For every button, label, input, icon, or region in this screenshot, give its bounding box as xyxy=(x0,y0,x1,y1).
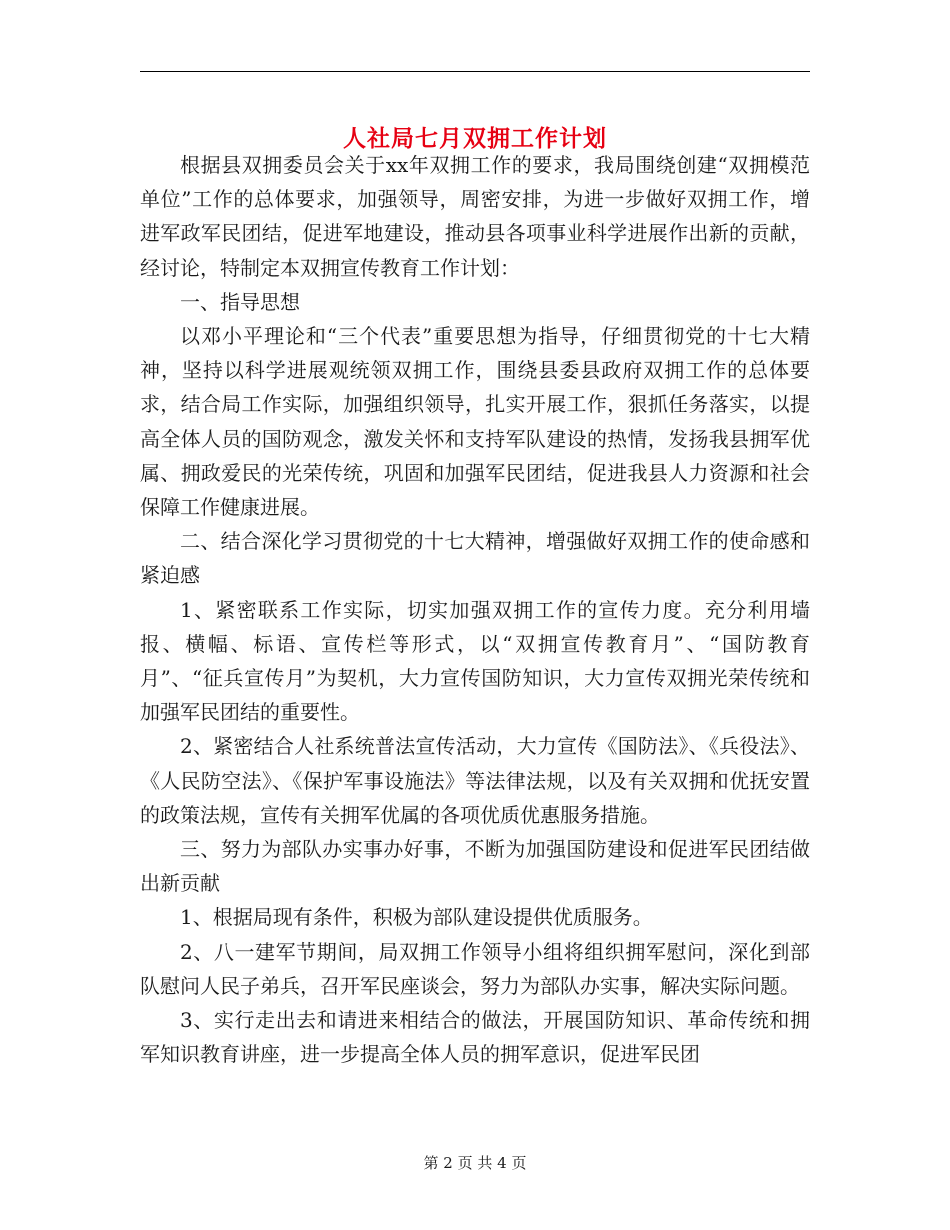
paragraph-item-publicity: 1、紧密联系工作实际，切实加强双拥工作的宣传力度。充分利用墙报、横幅、标语、宣传栏等形式，以“双拥宣传教育月”、“国防教育月”、“征兵宣传月”为契机，大力宣传国防知识，大力宣传双拥光荣传统和加强军民团结的重要性。 xyxy=(140,597,810,725)
paragraph-item-service: 1、根据局现有条件，积极为部队建设提供优质服务。 xyxy=(180,905,653,930)
paragraph-guiding-ideology: 以邓小平理论和“三个代表”重要思想为指导，仔细贯彻党的十七大精神，坚持以科学进展观统领双拥工作，围绕县委县政府双拥工作的总体要求，结合局工作实际，加强组织领导，扎实开展工作，狠抓任务落实，以提高全体人员的国防观念，激发关怀和支持军队建设的热情，发扬我县拥军优属、拥政爱民的光荣传统，巩固和加强军民团结，促进我县人力资源和社会保障工作健康进展。 xyxy=(140,324,810,520)
section-heading-study-spirit: 二、结合深化学习贯彻党的十七大精神，增强做好双拥工作的使命感和紧迫感 xyxy=(140,529,810,588)
document-body xyxy=(140,148,810,1071)
paragraph-item-army-day: 2、八一建军节期间，局双拥工作领导小组将组织拥军慰问，深化到部队慰问人民子弟兵，召开军民座谈会，努力为部队办实事，解决实际问题。 xyxy=(140,939,810,998)
document-title: 人社局七月双拥工作计划 xyxy=(343,125,607,153)
page-number-footer: 第 2 页 共 4 页 xyxy=(423,1154,527,1172)
paragraph-intro: 根据县双拥委员会关于xx年双拥工作的要求，我局围绕创建“双拥模范单位”工作的总体要求，加强领导，周密安排，为进一步做好双拥工作，增进军政军民团结，促进军地建设，推动县各项事业科学进展作出新的贡献，经讨论，特制定本双拥宣传教育工作计划： xyxy=(140,153,810,280)
section-heading-guiding-ideology: 一、指导思想 xyxy=(180,289,300,314)
header-rule xyxy=(140,71,810,72)
section-heading-support-troops: 三、努力为部队办实事办好事，不断为加强国防建设和促进军民团结做出新贡献 xyxy=(140,837,810,896)
paragraph-item-lectures: 3、实行走出去和请进来相结合的做法，开展国防知识、革命传统和拥军知识教育讲座，进一步提高全体人员的拥军意识，促进军民团 xyxy=(140,1008,810,1067)
paragraph-item-law-publicity: 2、紧密结合人社系统普法宣传活动，大力宣传《国防法》、《兵役法》、《人民防空法》、《保护军事设施法》等法律法规，以及有关双拥和优抚安置的政策法规，宣传有关拥军优属的各项优质优惠服务措施。 xyxy=(140,734,810,827)
